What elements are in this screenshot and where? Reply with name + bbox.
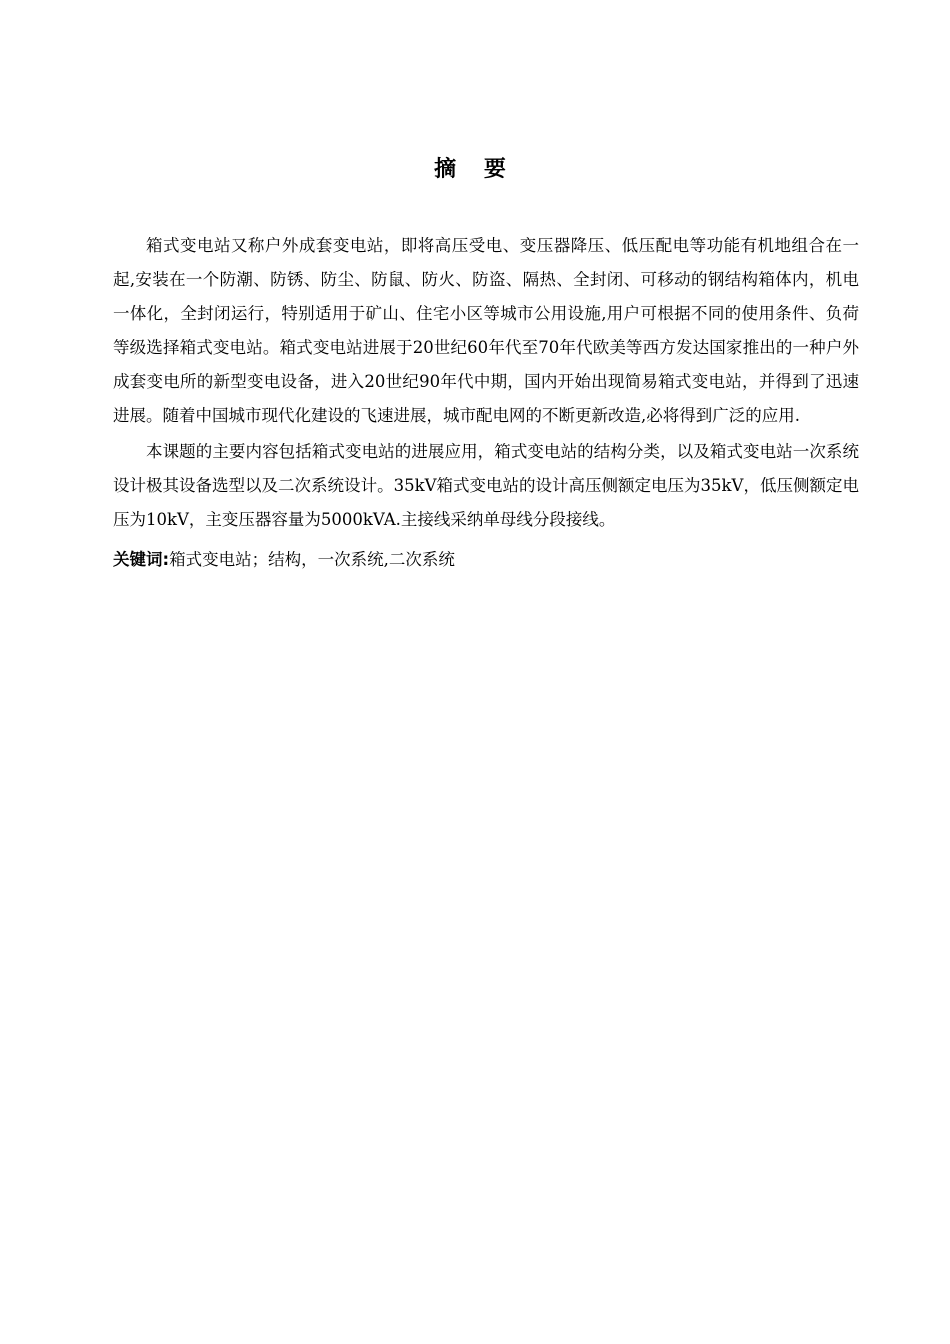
- keywords-line: [113, 543, 859, 577]
- keywords-label: 关键词:: [113, 550, 170, 569]
- abstract-body: [113, 229, 859, 577]
- abstract-paragraph-1: 箱式变电站又称户外成套变电站，即将高压受电、变压器降压、低压配电等功能有机地组合在一起,安装在一个防潮、防锈、防尘、防鼠、防火、防盗、隔热、全封闭、可移动的钢结构箱体内，机电一体化，全封闭运行，特别适用于矿山、住宅小区等城市公用设施,用户可根据不同的使用条件、负荷等级选择箱式变电站。箱式变电站进展于20世纪60年代至70年代欧美等西方发达国家推出的一种户外成套变电所的新型变电设备，进入20世纪90年代中期，国内开始出现简易箱式变电站，并得到了迅速进展。随着中国城市现代化建设的飞速进展，城市配电网的不断更新改造,必将得到广泛的应用.: [113, 236, 859, 425]
- page-title: 摘 要: [434, 157, 516, 182]
- keywords-text: 箱式变电站；结构，一次系统,二次系统: [169, 550, 455, 569]
- abstract-paragraph-2: 本课题的主要内容包括箱式变电站的进展应用，箱式变电站的结构分类，以及箱式变电站一次系统设计极其设备选型以及二次系统设计。35kV箱式变电站的设计高压侧额定电压为35kV，低压侧额定电压为10kV，主变压器容量为5000kVA.主接线采纳单母线分段接线。: [113, 442, 859, 529]
